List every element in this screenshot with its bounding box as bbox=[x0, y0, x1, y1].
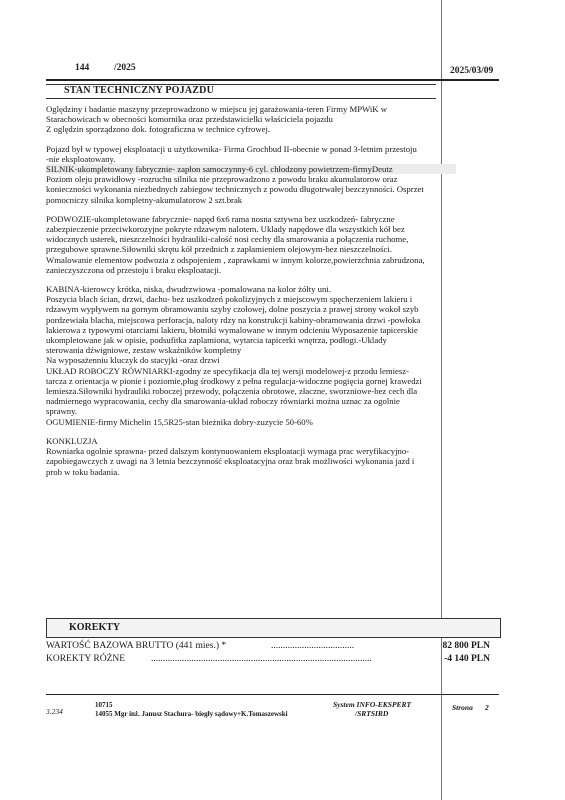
text-line: Pojazd był w typowej eksploatacji u użytkownika- Firma Grochbud II-obecnie w ponad 3-letnim przestoju bbox=[46, 143, 417, 154]
description-body bbox=[46, 104, 456, 477]
text-line: OGUMIENIE-firmy Michelin 15,5R25-stan bieżnika dobry-zuzycie 50-60% bbox=[46, 416, 313, 427]
leader-dots: ............................................................................................. bbox=[151, 654, 372, 664]
text-line: lakierowa z typowymi otarciami lakieru, błotniki wymalowane w innym odcieniu Wyposazenie tapicerskie bbox=[46, 324, 418, 335]
text-line: przegubowe sprawne.Siłowniki skrętu kół przednich z zapłamieniem olejowym-bez nieszczelności. bbox=[46, 244, 392, 255]
footer-rule bbox=[46, 694, 499, 695]
footer-system: System INFO-EKSPERT bbox=[333, 700, 412, 709]
text-line: pordzewiała blacha, miejscowa perforacja, naloty rdzy na konstrukcji kabiny-obramowania drzwi -powłoka bbox=[46, 314, 421, 325]
footer-system-code: /SRTSIRD bbox=[355, 709, 389, 718]
paragraph-chassis bbox=[46, 214, 456, 275]
header-rule bbox=[46, 79, 499, 81]
text-line: lemiesza.Siłowniki hydrauliki roboczej przewody, połączenia obrotowe, złaczne, sworzniowe-bez cech dla bbox=[46, 386, 418, 397]
text-line: ukompletowane jak w opisie, podsufitka zaplamiona, wytarcia tapicerki wnętrza, podłogi.-Uklady bbox=[46, 335, 387, 346]
korekty-header bbox=[46, 618, 501, 638]
text-line: pomocniczy silnika kompletny-akumulatorow 2 szt.brak bbox=[46, 194, 243, 205]
text-line: nadmiernego wypracowania, cechy dla smarowania-układ roboczy równiarki można uznac za ogolnie bbox=[46, 396, 400, 407]
footer-code: 3.234 bbox=[46, 707, 63, 716]
footer-page-number: 2 bbox=[485, 703, 489, 712]
korekty-label: KOREKTY RÓŻNE bbox=[46, 654, 126, 664]
text-line: tarcza z orientacja w pionie i poziomie,pług środkowy z pełna regulacja-widoczne pogięcia gornej krawedzi bbox=[46, 375, 422, 386]
text-line: Starachowicach w obecności komornika oraz przedstawicielki właściciela pojazdu bbox=[46, 114, 333, 125]
paragraph-conclusion bbox=[46, 436, 456, 477]
doc-year: /2025 bbox=[114, 63, 136, 73]
korekty-value-base: 82 800 PLN bbox=[442, 641, 490, 651]
text-line: Oględziny i badanie maszyny przeprowadzono w miejscu jej garażowania-teren Firmy MPWiK w bbox=[46, 104, 388, 114]
text-line: konieczności wykonania niezbednych zabiegow technicznych z powodu długotrwałej bezczynności. Osprzet bbox=[46, 184, 424, 195]
text-line: SILNIK-ukompletowany fabrycznie- zapłon samoczynny-6 cyl. chłodzony powietrzem-firmyDeutz bbox=[46, 164, 456, 174]
footer-page-label: Strona bbox=[452, 703, 473, 712]
text-line: zapobiegawczych z uwagi na 3 letnia bezczynność eksploatacyjna oraz brak możliwości wykonania jazd i bbox=[46, 456, 415, 467]
text-line: zanieczyszczona od przestoju i braku eksploatacji. bbox=[46, 264, 222, 275]
text-line: Poziom oleju prawidłowy -rozruchu silnika nie przeprowadzono z powodu braku akumulatorow oraz bbox=[46, 174, 398, 185]
text-line: prob w toku badania. bbox=[46, 466, 120, 477]
text-line: Wmalowanie elementow podwozia z odspojeniem , zaprawkami w innym kolorze,powierzchnia zabrudzona, bbox=[46, 254, 425, 265]
text-line: sterowania dźwigniowe, zestaw wskaźników kompletny bbox=[46, 345, 242, 356]
korekty-title: KOREKTY bbox=[69, 622, 121, 633]
footer-line2: 14055 Mgr inż. Janusz Stachura- biegły sądowy+K.Tomaszewski bbox=[95, 710, 288, 718]
paragraph-cabin bbox=[46, 284, 456, 427]
text-line: sprawny. bbox=[46, 406, 78, 417]
korekty-row-base bbox=[46, 641, 355, 651]
leader-dots: ................................... bbox=[271, 641, 355, 651]
korekty-row-misc bbox=[46, 654, 372, 664]
doc-date: 2025/03/09 bbox=[450, 66, 494, 76]
korekty-value-misc: -4 140 PLN bbox=[444, 654, 490, 664]
text-line: UKŁAD ROBOCZY RÓWNIARKI-zgodny ze specyfikacja dla tej wersji modelowej-z przodu lemiesz- bbox=[46, 365, 409, 376]
paragraph-engine bbox=[46, 144, 456, 205]
conclusion-heading: KONKLUZJA bbox=[46, 435, 98, 446]
section-title-box bbox=[46, 84, 436, 99]
text-line: Poszycia blach ścian, drzwi, dachu- bez uszkodzeń pokolizyjnych z miejscowym spęcherzeniem lakieru i bbox=[46, 294, 413, 305]
text-line: Na wyposażenniu kluczyk do stacyjki -oraz drzwi bbox=[46, 355, 220, 366]
text-line: PODWOZIE-ukompletowane fabrycznie- napęd 6x6 rama nosna sztywna bez uszkodzeń- fabryczne bbox=[46, 213, 395, 224]
footer-line1: 10715 bbox=[95, 701, 113, 709]
text-line: widocznych usterek, nieszczelności hydrauliki-całość nosi cechy dla smarowania a połączenia ruchome, bbox=[46, 234, 409, 245]
text-line: KABINA-kierowcy krótka, niska, dwudrzwiowa -pomalowana na kolor żółty uni. bbox=[46, 284, 331, 295]
text-line: zabezpieczenie przeciwkorozyjne pokryte rdzawym nalotem. Uklady napędowe dla wszystkich kół bez bbox=[46, 224, 405, 235]
doc-number: 144 bbox=[75, 63, 90, 73]
text-line: rdzawym wypływem na gornym obramowaniu szyby czołowej, dolne poszycia z prawej strony wokoł szyb bbox=[46, 304, 419, 315]
section-title: STAN TECHNICZNY POJAZDU bbox=[64, 85, 214, 96]
text-line: Rowniarka ogolnie sprawna- przed dalszym kontynuowaniem eksploatacji wymaga prac weryfikacyjno- bbox=[46, 446, 410, 457]
text-line: -nie eksploatowany. bbox=[46, 153, 116, 164]
korekty-label: WARTOŚĆ BAZOWA BRUTTO (441 mies.) * bbox=[46, 641, 227, 651]
text-line: Z oględzin sporządzono dok. fotograficzna w technice cyfrowej. bbox=[46, 124, 271, 135]
paragraph-inspection bbox=[46, 104, 456, 135]
